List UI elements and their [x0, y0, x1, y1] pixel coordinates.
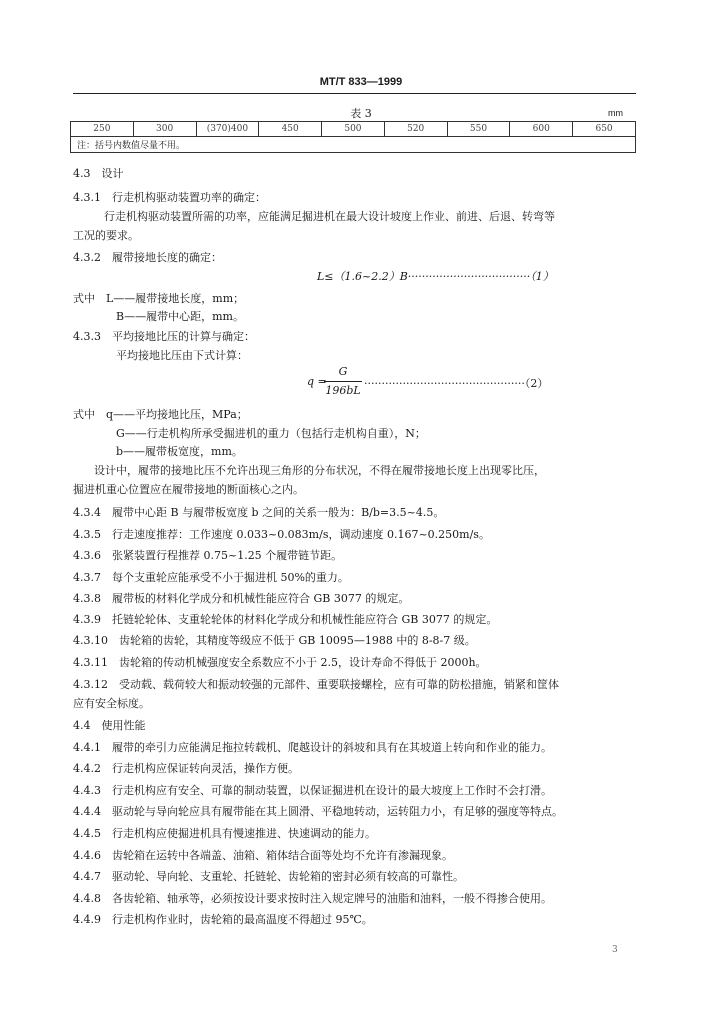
table-note: 注：括号内数值尽量不用。: [71, 137, 636, 153]
clause-4-3-10: 4.3.10 齿轮箱的齿轮，其精度等级应不低于 GB 10095—1988 中的 8-8-7 级。: [73, 634, 476, 647]
table-cell: 520: [384, 122, 447, 137]
clause-4-3-1-text: 行走机构驱动装置所需的功率，应能满足掘进机在最大设计坡度上作业、前进、后退、转弯等: [104, 210, 555, 223]
table-cell: (370)400: [196, 122, 259, 137]
clause-4-3-1-text-cont: 工况的要求。: [73, 229, 139, 242]
formula-2-where-g: G——行走机构所承受掘进机的重力（包括行走机构自重），N；: [116, 427, 426, 440]
formula-2-denominator: 196bL: [325, 384, 361, 397]
clause-4-4-9: 4.4.9 行走机构作业时，齿轮箱的最高温度不得超过 95℃。: [73, 913, 373, 926]
table-title: 表 3: [350, 107, 372, 120]
formula-2-number: ··············································（2）: [364, 377, 549, 390]
table-cell: 600: [510, 122, 573, 137]
formula-2-numerator: G: [338, 365, 348, 378]
clause-4-3-8: 4.3.8 履带板的材料化学成分和机械性能应符合 GB 3077 的规定。: [73, 592, 410, 605]
clause-4-3-3-design-text: 设计中，履带的接地比压不允许出现三角形的分布状况，不得在履带接地长度上出现零比压，: [94, 464, 545, 477]
clause-4-3-9: 4.3.9 托链轮轮体、支重轮轮体的材料化学成分和机械性能应符合 GB 3077 的规定。: [73, 613, 498, 626]
formula-2-lhs: q =: [307, 375, 327, 388]
formula-1-where-l: 式中 L——履带接地长度，mm；: [73, 292, 245, 305]
formula-1: L≤（1.6~2.2）B···································（1）: [317, 270, 554, 283]
clause-4-3-11: 4.3.11 齿轮箱的传动机械强度安全系数应不小于 2.5，设计寿命不得低于 2000h。: [73, 656, 487, 669]
clause-4-3-6: 4.3.6 张紧装置行程推荐 0.75~1.25 个履带链节距。: [73, 549, 343, 562]
table-cell: 300: [133, 122, 196, 137]
clause-4-4-4: 4.4.4 驱动轮与导向轮应具有履带能在其上圆滑、平稳地转动，运转阻力小，有足够的强度等特点。: [73, 805, 563, 818]
clause-4-3-3-text: 平均接地比压由下式计算：: [116, 349, 248, 362]
section-4-3-heading: 4.3 设计: [73, 167, 124, 180]
clause-4-3-1-title: 4.3.1 行走机构驱动装置功率的确定：: [73, 191, 266, 204]
clause-4-3-3-design-text-cont: 掘进机重心位置应在履带接地的断面核心之内。: [73, 483, 304, 496]
table-note-row: [71, 137, 636, 153]
clause-4-3-12: 4.3.12 受动载、载荷较大和振动较强的元部件、重要联接螺栓，应有可靠的防松措施，销紧和筐体: [73, 678, 559, 691]
clause-4-4-6: 4.4.6 齿轮箱在运转中各端盖、油箱、箱体结合面等处均不允许有渗漏现象。: [73, 849, 453, 862]
table-cell: 450: [259, 122, 322, 137]
clause-4-3-2-title: 4.3.2 履带接地长度的确定：: [73, 251, 222, 264]
table-cell: 250: [71, 122, 134, 137]
formula-2-fraction-bar: [324, 381, 362, 382]
clause-4-3-12-cont: 应有安全标度。: [73, 697, 150, 710]
standard-number-header: MT/T 833—1999: [319, 76, 403, 88]
section-4-4-heading: 4.4 使用性能: [73, 719, 146, 732]
table-3: [70, 121, 636, 153]
clause-4-3-7: 4.3.7 每个支重轮应能承受不小于掘进机 50%的重力。: [73, 571, 349, 584]
formula-2-where-q: 式中 q——平均接地比压，MPa；: [73, 408, 248, 421]
table-row: [71, 122, 636, 137]
clause-4-3-3-title: 4.3.3 平均接地比压的计算与确定：: [73, 330, 255, 343]
clause-4-4-5: 4.4.5 行走机构应使掘进机具有慢速推进、快速调动的能力。: [73, 827, 376, 840]
formula-2-where-b: b——履带板宽度，mm。: [116, 445, 243, 458]
formula-1-where-b: B——履带中心距，mm。: [116, 310, 244, 323]
clause-4-4-1: 4.4.1 履带的牵引力应能满足拖拉转载机、爬越设计的斜坡和具有在其坡道上转向和作业的能力。: [73, 741, 552, 754]
table-cell: 500: [322, 122, 385, 137]
clause-4-3-4: 4.3.4 履带中心距 B 与履带板宽度 b 之间的关系一般为：B/b=3.5~4.5。: [73, 506, 445, 519]
clause-4-4-7: 4.4.7 驱动轮、导向轮、支重轮、托链轮、齿轮箱的密封必须有较高的可靠性。: [73, 870, 464, 883]
table-unit: mm: [608, 108, 623, 118]
clause-4-3-5: 4.3.5 行走速度推荐：工作速度 0.033~0.083m/s，调动速度 0.167~0.250m/s。: [73, 528, 490, 541]
page-number: 3: [612, 945, 618, 955]
table-cell: 550: [447, 122, 510, 137]
clause-4-4-8: 4.4.8 各齿轮箱、轴承等，必须按设计要求按时注入规定牌号的油脂和油料，一般不得掺合使用。: [73, 892, 552, 905]
clause-4-4-3: 4.4.3 行走机构应有安全、可靠的制动装置，以保证掘进机在设计的最大坡度上工作时不会打滑。: [73, 784, 552, 797]
header-rule: [73, 93, 636, 94]
clause-4-4-2: 4.4.2 行走机构应保证转向灵活，操作方便。: [73, 762, 299, 775]
table-cell: 650: [573, 122, 636, 137]
